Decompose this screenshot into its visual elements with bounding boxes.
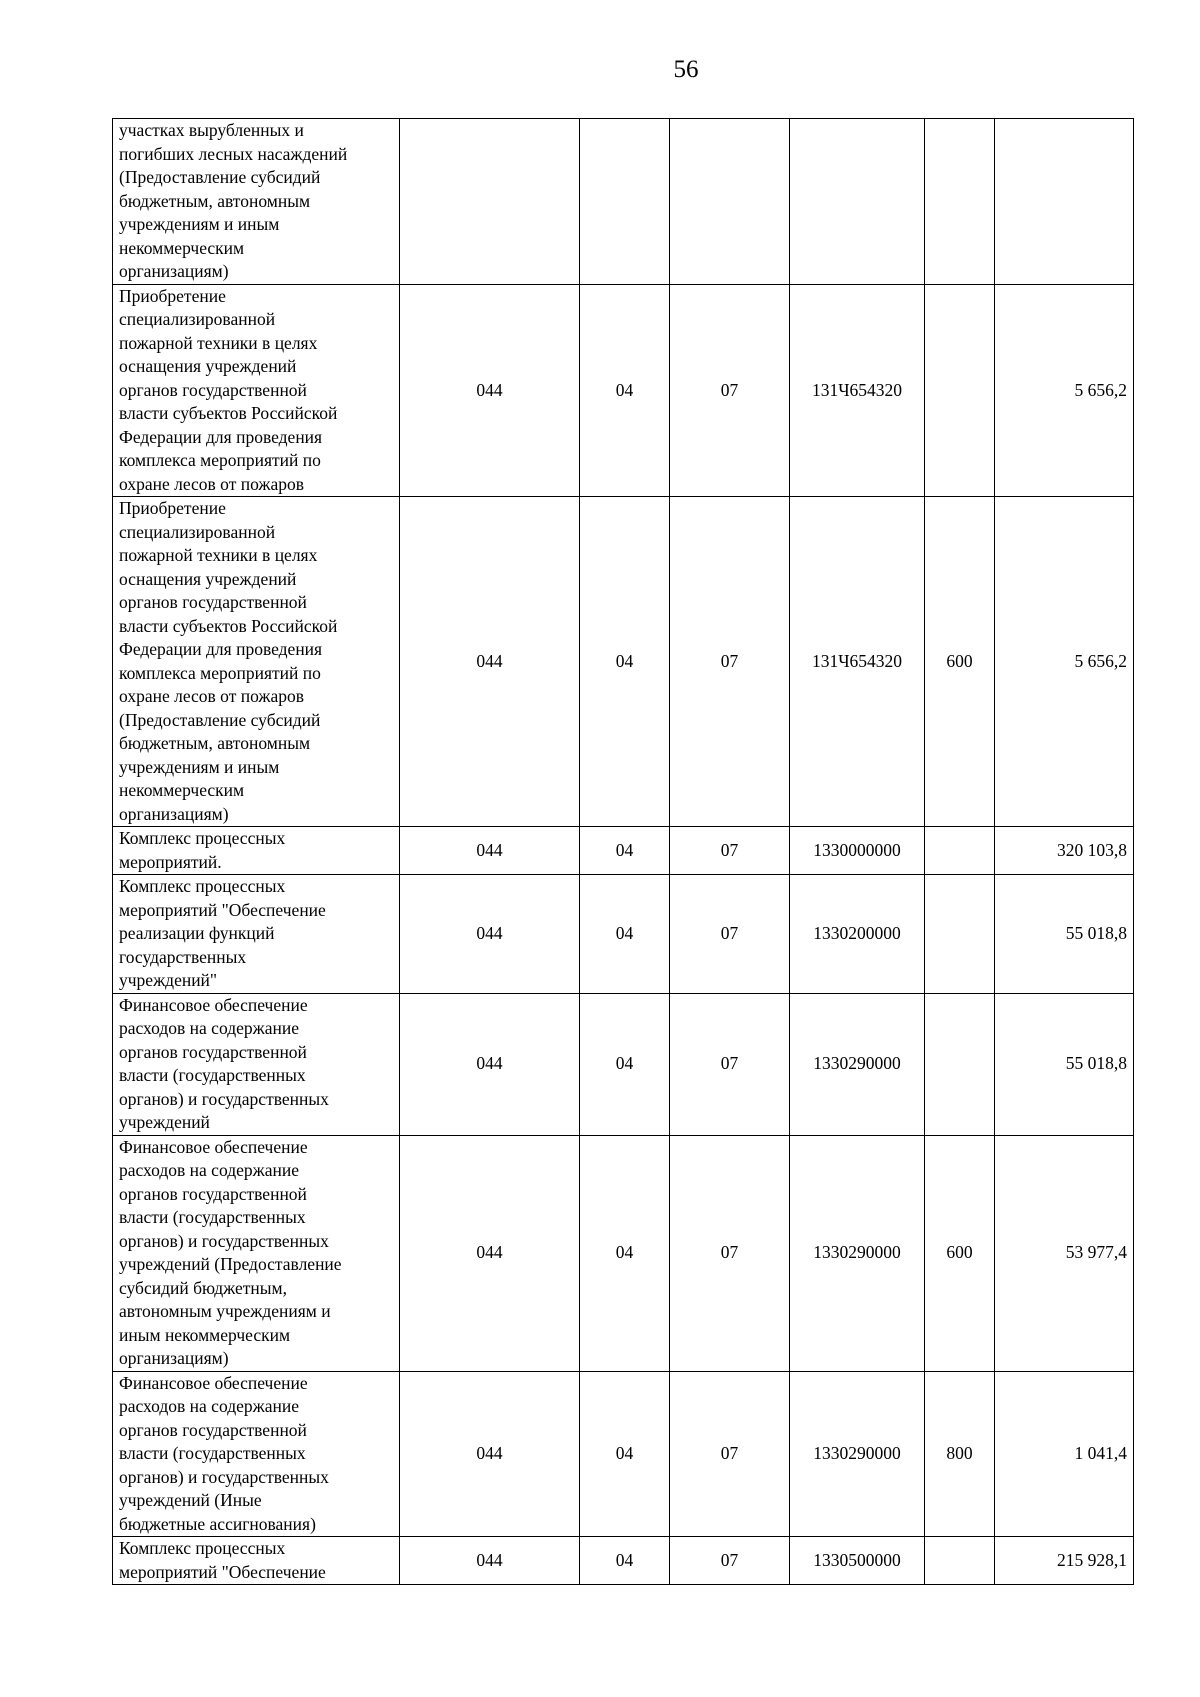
item-name-line: расходов на содержание [119, 1396, 299, 1416]
section-cell: 04 [580, 284, 670, 497]
section-cell: 04 [580, 1371, 670, 1537]
table-row [113, 497, 1134, 827]
item-name-line: некоммерческим [119, 237, 245, 258]
item-name-line: Финансовое обеспечение [119, 1136, 308, 1157]
item-name-line: органов государственной [119, 592, 307, 612]
item-name-line: власти субъектов Российской [119, 615, 338, 636]
expense-type-cell [925, 119, 995, 285]
budget-table [112, 118, 1134, 1585]
section-cell [580, 119, 670, 285]
expense-type-cell [925, 875, 995, 994]
item-name-line: органов) и государственных [119, 1466, 329, 1487]
section-cell: 04 [580, 827, 670, 875]
item-name-line: мероприятий. [119, 851, 222, 872]
item-name-line: иным некоммерческим [119, 1324, 291, 1345]
item-name-line: органов) и государственных [119, 1088, 329, 1109]
item-name-line: власти (государственных [119, 1443, 306, 1463]
item-name-line: некоммерческим [119, 780, 245, 800]
item-name-line: организациям) [119, 1348, 229, 1368]
item-name-line: органов государственной [119, 379, 307, 400]
budget-table-body [113, 119, 1134, 1585]
amount-cell: 53 977,4 [995, 1135, 1134, 1371]
item-name-line: Комплекс процессных [119, 828, 286, 848]
item-name-line: государственных [119, 946, 247, 967]
item-name-line: Приобретение [119, 285, 226, 306]
table-row [113, 119, 1134, 285]
subsection-cell: 07 [670, 993, 790, 1135]
item-name-line: Финансовое обеспечение [119, 994, 308, 1015]
item-name-line: оснащения учреждений [119, 356, 297, 376]
item-name-line: учреждений" [119, 970, 218, 990]
item-name-line: власти (государственных [119, 1065, 306, 1085]
target-article-cell: 1330290000 [790, 1135, 925, 1371]
item-name-line: бюджетные ассигнования) [119, 1513, 316, 1534]
item-name-line: специализированной [119, 309, 276, 329]
amount-cell: 320 103,8 [995, 827, 1134, 875]
admin-code-cell: 044 [400, 1371, 580, 1537]
target-article-cell: 1330500000 [790, 1537, 925, 1585]
item-name-line: организациям) [119, 261, 229, 281]
section-cell: 04 [580, 1537, 670, 1585]
item-name-line: (Предоставление субсидий [119, 709, 321, 730]
item-name-line: органов государственной [119, 1183, 307, 1204]
item-name-line: участках вырубленных и [119, 120, 304, 140]
target-article-cell: 131Ч654320 [790, 497, 925, 827]
item-name-line: комплекса мероприятий по [119, 662, 321, 683]
item-name-line: органов государственной [119, 1041, 307, 1062]
target-article-cell: 131Ч654320 [790, 284, 925, 497]
item-name-line: бюджетным, автономным [119, 733, 311, 753]
expense-type-cell [925, 993, 995, 1135]
page-number: 56 [673, 56, 699, 83]
amount-cell: 55 018,8 [995, 993, 1134, 1135]
admin-code-cell: 044 [400, 827, 580, 875]
subsection-cell [670, 119, 790, 285]
item-name-line: Федерации для проведения [119, 426, 323, 447]
section-cell: 04 [580, 875, 670, 994]
amount-cell: 5 656,2 [995, 284, 1134, 497]
expense-type-cell [925, 827, 995, 875]
subsection-cell: 07 [670, 875, 790, 994]
admin-code-cell: 044 [400, 497, 580, 827]
subsection-cell: 07 [670, 1135, 790, 1371]
item-name-line: Комплекс процессных [119, 876, 286, 896]
item-name-cell [113, 284, 400, 497]
item-name-cell [113, 1135, 400, 1371]
item-name-line: учреждений [119, 1112, 210, 1132]
target-article-cell [790, 119, 925, 285]
section-cell: 04 [580, 497, 670, 827]
section-cell: 04 [580, 993, 670, 1135]
expense-type-cell [925, 1537, 995, 1585]
item-name-cell [113, 119, 400, 285]
amount-cell: 5 656,2 [995, 497, 1134, 827]
item-name-line: бюджетным, автономным [119, 190, 311, 211]
item-name-line: учреждений (Предоставление [119, 1254, 342, 1274]
item-name-cell [113, 993, 400, 1135]
expense-type-cell: 800 [925, 1371, 995, 1537]
item-name-cell [113, 1371, 400, 1537]
item-name-line: Федерации для проведения [119, 639, 323, 659]
admin-code-cell [400, 119, 580, 285]
item-name-line: власти субъектов Российской [119, 403, 338, 423]
subsection-cell: 07 [670, 497, 790, 827]
table-row [113, 1135, 1134, 1371]
amount-cell: 215 928,1 [995, 1537, 1134, 1585]
item-name-line: учреждений (Иные [119, 1490, 262, 1510]
item-name-cell [113, 827, 400, 875]
table-row [113, 284, 1134, 497]
item-name-line: Комплекс процессных [119, 1538, 286, 1558]
item-name-cell [113, 497, 400, 827]
expense-type-cell: 600 [925, 497, 995, 827]
target-article-cell: 1330000000 [790, 827, 925, 875]
item-name-line: пожарной техники в целях [119, 332, 318, 353]
item-name-cell [113, 875, 400, 994]
item-name-line: организациям) [119, 803, 229, 824]
item-name-line: учреждениям и иным [119, 214, 280, 234]
admin-code-cell: 044 [400, 993, 580, 1135]
item-name-line: охране лесов от пожаров [119, 473, 305, 494]
amount-cell: 1 041,4 [995, 1371, 1134, 1537]
subsection-cell: 07 [670, 284, 790, 497]
item-name-line: погибших лесных насаждений [119, 143, 348, 164]
amount-cell: 55 018,8 [995, 875, 1134, 994]
target-article-cell: 1330200000 [790, 875, 925, 994]
admin-code-cell: 044 [400, 1135, 580, 1371]
item-name-line: субсидий бюджетным, [119, 1277, 287, 1298]
subsection-cell: 07 [670, 1371, 790, 1537]
item-name-line: автономным учреждениям и [119, 1301, 331, 1321]
item-name-line: Приобретение [119, 498, 226, 518]
admin-code-cell: 044 [400, 1537, 580, 1585]
item-name-line: специализированной [119, 521, 276, 542]
item-name-line: расходов на содержание [119, 1160, 299, 1180]
item-name-line: учреждениям и иным [119, 756, 280, 777]
table-row [113, 1371, 1134, 1537]
item-name-line: пожарной техники в целях [119, 545, 318, 565]
item-name-cell [113, 1537, 400, 1585]
item-name-line: органов) и государственных [119, 1230, 329, 1251]
item-name-line: расходов на содержание [119, 1018, 299, 1038]
subsection-cell: 07 [670, 1537, 790, 1585]
item-name-line: оснащения учреждений [119, 568, 297, 589]
amount-cell [995, 119, 1134, 285]
expense-type-cell: 600 [925, 1135, 995, 1371]
item-name-line: реализации функций [119, 923, 275, 943]
item-name-line: охране лесов от пожаров [119, 686, 305, 706]
table-row [113, 993, 1134, 1135]
target-article-cell: 1330290000 [790, 1371, 925, 1537]
admin-code-cell: 044 [400, 875, 580, 994]
item-name-line: мероприятий "Обеспечение [119, 1561, 326, 1582]
subsection-cell: 07 [670, 827, 790, 875]
table-row [113, 827, 1134, 875]
table-row [113, 875, 1134, 994]
item-name-line: Финансовое обеспечение [119, 1372, 308, 1393]
item-name-line: мероприятий "Обеспечение [119, 899, 326, 920]
item-name-line: власти (государственных [119, 1207, 306, 1227]
expense-type-cell [925, 284, 995, 497]
section-cell: 04 [580, 1135, 670, 1371]
table-row [113, 1537, 1134, 1585]
item-name-line: комплекса мероприятий по [119, 450, 321, 470]
target-article-cell: 1330290000 [790, 993, 925, 1135]
admin-code-cell: 044 [400, 284, 580, 497]
item-name-line: органов государственной [119, 1419, 307, 1440]
item-name-line: (Предоставление субсидий [119, 167, 321, 187]
